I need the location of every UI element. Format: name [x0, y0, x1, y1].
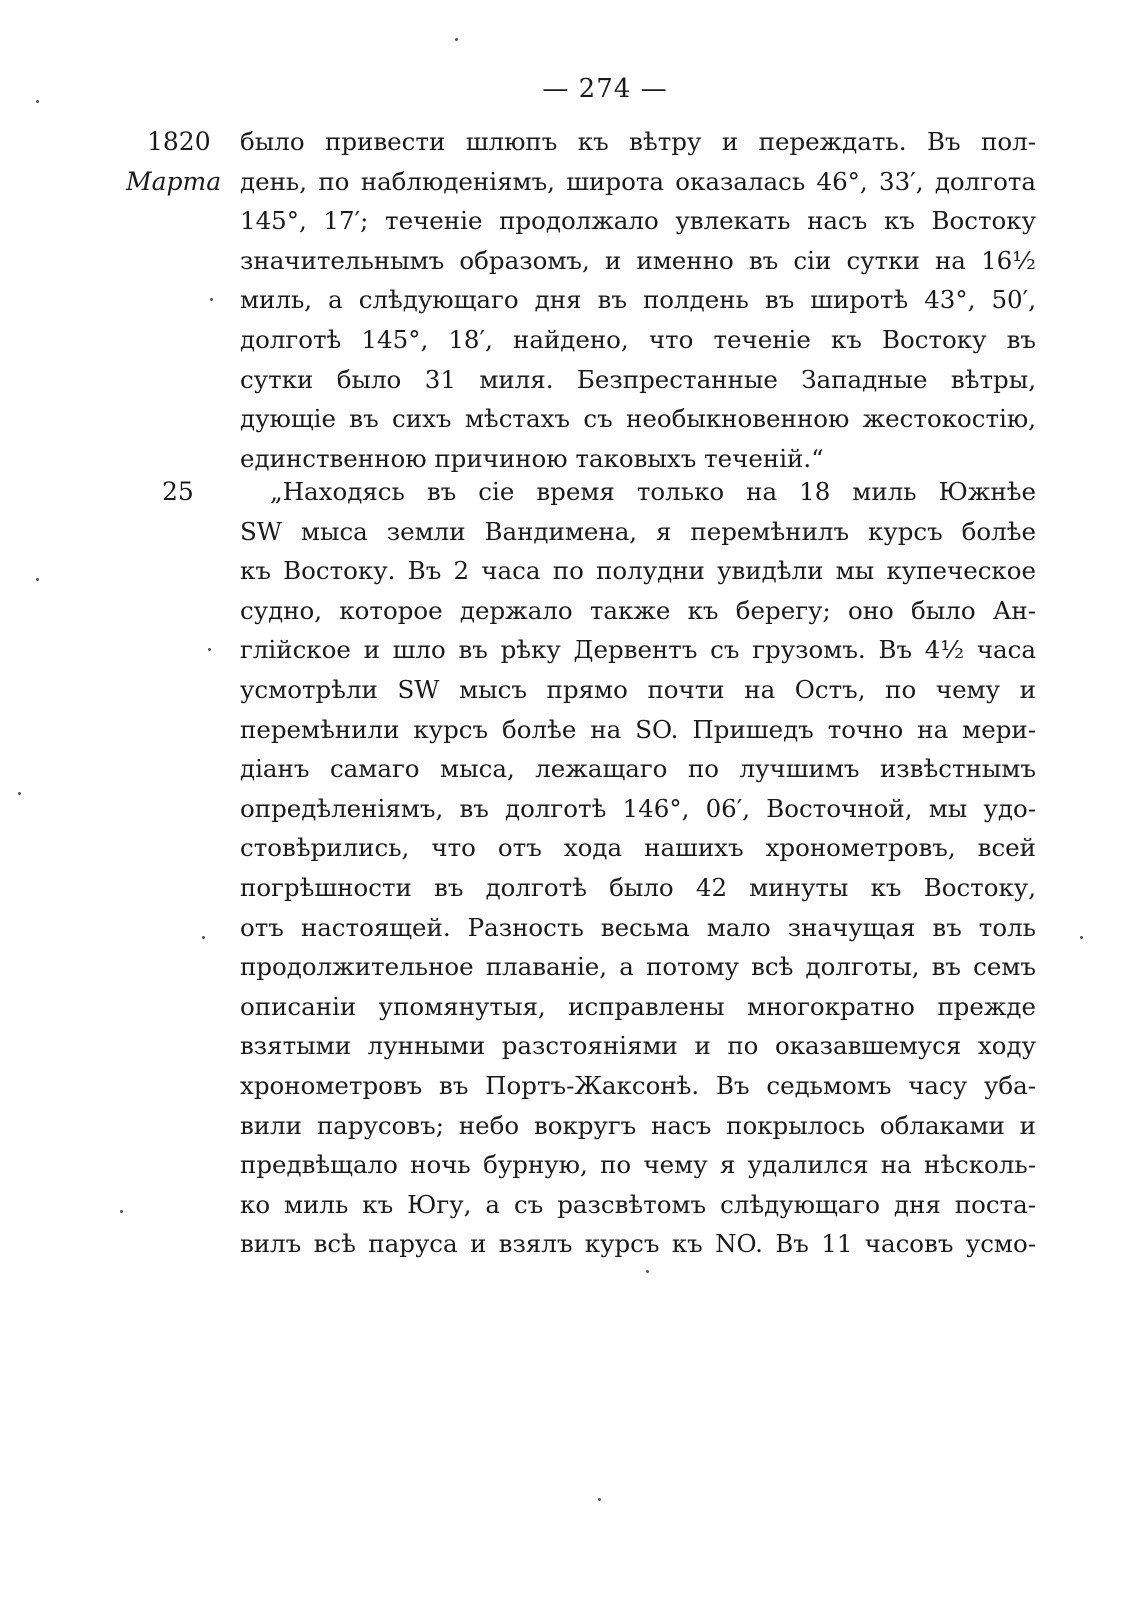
scan-speck: [208, 648, 211, 651]
text-line: вилъ всѣ паруса и взялъ курсъ къ NO. Въ 11 часовъ усмо-: [240, 1229, 1036, 1259]
text-line: взятыми лунными разстояніями и по оказавшемуся ходу: [240, 1031, 1036, 1061]
scan-speck: [36, 578, 39, 581]
paragraph-1: [240, 122, 1036, 478]
text-line: хронометровъ въ Портъ-Жаксонѣ. Въ седьмомъ часу уба-: [240, 1070, 1036, 1100]
text-line: усмотрѣли SW мысъ прямо почти на Остъ, по чему и: [240, 674, 1036, 704]
text-line: погрѣшности въ долготѣ было 42 минуты къ Востоку,: [240, 872, 1036, 902]
scan-speck: [36, 100, 39, 103]
text-line: дующіе въ сихъ мѣстахъ съ необыкновенною жестокостію,: [240, 404, 1036, 434]
scan-speck: [1080, 936, 1083, 939]
text-line: описаніи упомянутыя, исправлены многократно прежде: [240, 991, 1036, 1021]
text-line: „Находясь въ сіе время только на 18 миль Южнѣе: [270, 477, 1036, 506]
text-line: стовѣрились, что отъ хода нашихъ хронометровъ, всей: [240, 833, 1036, 863]
scan-speck: [598, 1498, 601, 1501]
text-line: миль, а слѣдующаго дня въ полдень въ широтѣ 43°, 50′,: [240, 285, 1036, 315]
margin-day: 25: [162, 477, 194, 506]
text-line: глійское и шло въ рѣку Дервентъ съ грузомъ. Въ 4½ часа: [240, 635, 1036, 665]
text-line: судно, которое держало также къ берегу; оно было Ан-: [240, 595, 1036, 625]
page-number: — 274 —: [542, 74, 668, 104]
text-line: было привести шлюпъ къ вѣтру и переждать. Въ пол-: [240, 127, 1036, 156]
text-line: продолжительное плаваніе, а потому всѣ долготы, въ семъ: [240, 952, 1036, 982]
text-line: единственною причиною таковыхъ теченій.“: [240, 443, 824, 473]
paragraph-2: [240, 472, 1036, 1264]
text-line: день, по наблюденіямъ, широта оказалась 46°, 33′, долгота: [240, 166, 1036, 196]
text-line: перемѣнили курсъ болѣе на SO. Пришедъ точно на мери-: [240, 714, 1036, 744]
text-line: SW мыса земли Вандимена, я перемѣнилъ курсъ болѣе: [240, 516, 1036, 546]
scan-speck: [120, 1210, 123, 1213]
text-line: діанъ самаго мыса, лежащаго по лучшимъ извѣстнымъ: [240, 754, 1036, 784]
scan-speck: [210, 298, 213, 301]
text-line: къ Востоку. Въ 2 часа по полудни увидѣли мы купеческое: [240, 556, 1036, 586]
scan-speck: [646, 1270, 649, 1273]
text-line: ко миль къ Югу, а съ разсвѣтомъ слѣдующаго дня поста-: [240, 1189, 1036, 1219]
text-line: долготѣ 145°, 18′, найдено, что теченіе къ Востоку въ: [240, 324, 1036, 354]
scan-speck: [202, 936, 205, 939]
text-line: предвѣщало ночь бурную, по чему я удалился на нѣсколь-: [240, 1150, 1036, 1180]
text-line: вили парусовъ; небо вокругъ насъ покрылось облаками и: [240, 1110, 1036, 1140]
text-line: отъ настоящей. Разность весьма мало значущая въ толь: [240, 912, 1036, 942]
margin-month: Марта: [126, 167, 222, 196]
scan-speck: [18, 792, 21, 795]
margin-year: 1820: [147, 127, 211, 156]
text-line: значительнымъ образомъ, и именно въ сіи сутки на 16½: [240, 245, 1036, 275]
text-line: сутки было 31 миля. Безпрестанные Западные вѣтры,: [240, 364, 1036, 394]
text-line: опредѣленіямъ, въ долготѣ 146°, 06′, Восточной, мы удо-: [240, 793, 1036, 823]
scan-speck: [455, 38, 458, 41]
text-line: 145°, 17′; теченіе продолжало увлекать насъ къ Востоку: [240, 206, 1036, 236]
